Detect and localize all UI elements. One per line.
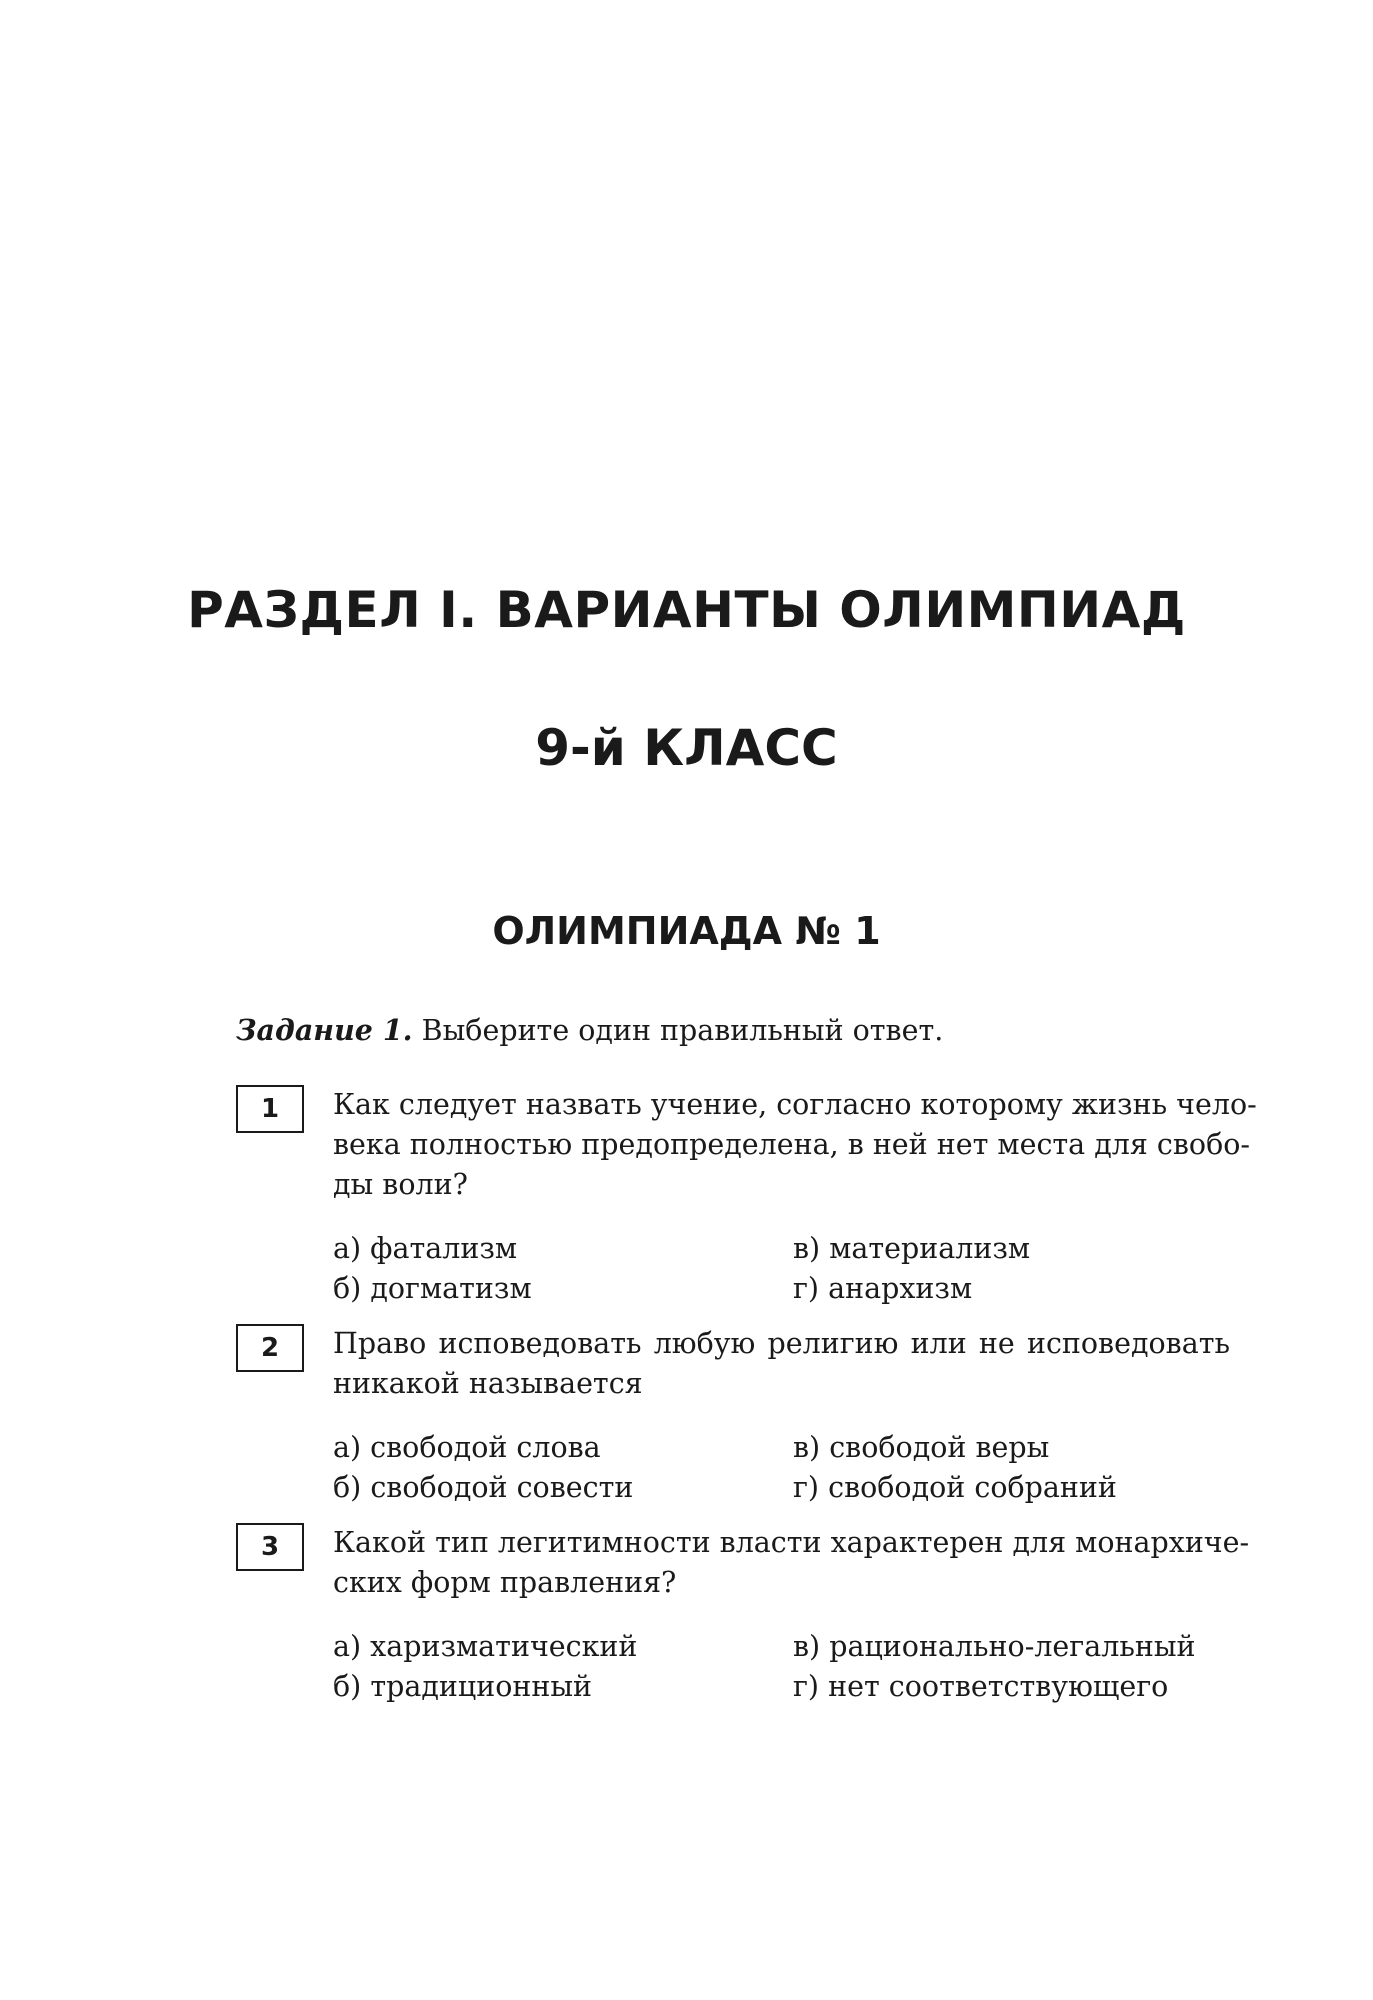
answer-option-a: а) свободой слова (333, 1431, 601, 1464)
section-title: РАЗДЕЛ I. ВАРИАНТЫ ОЛИМПИАД (187, 581, 1186, 639)
question-line: ских форм правления? (333, 1566, 677, 1599)
answer-option-v: в) материализм (793, 1232, 1031, 1265)
answer-option-v: в) свободой веры (793, 1431, 1050, 1464)
answer-row (333, 1269, 1230, 1309)
answer-row (333, 1468, 1230, 1508)
answer-row (333, 1428, 1230, 1468)
answer-option-a: а) харизматический (333, 1630, 638, 1663)
question-number-box: 2 (236, 1324, 304, 1372)
question-number-box: 3 (236, 1523, 304, 1571)
question-text (333, 1085, 1257, 1205)
olympiad-title: ОЛИМПИАДА № 1 (492, 909, 881, 953)
question-text (333, 1324, 1230, 1404)
answer-option-b: б) свободой совести (333, 1471, 634, 1504)
task-label: Задание 1. (236, 1013, 413, 1047)
question-text (333, 1523, 1250, 1603)
answer-row (333, 1667, 1230, 1707)
question-line: Как следует назвать учение, согласно которому жизнь чело- (333, 1088, 1257, 1121)
task-text: Выберите один правильный ответ. (412, 1014, 944, 1047)
answer-option-b: б) традиционный (333, 1670, 593, 1703)
task-instruction (236, 1010, 943, 1051)
answer-options (333, 1229, 1230, 1309)
answer-option-a: а) фатализм (333, 1232, 518, 1265)
grade-title: 9-й КЛАСС (535, 719, 838, 777)
question-line: Право исповедовать любую религию или не исповедовать (333, 1327, 1230, 1360)
question-line: века полностью предопределена, в ней нет места для свобо- (333, 1128, 1251, 1161)
answer-options (333, 1627, 1230, 1707)
answer-option-v: в) рационально-легальный (793, 1630, 1196, 1663)
answer-option-g: г) свободой собраний (793, 1471, 1117, 1504)
answer-options (333, 1428, 1230, 1508)
answer-option-g: г) нет соответствующего (793, 1670, 1169, 1703)
answer-option-b: б) догматизм (333, 1272, 532, 1305)
question-line: ды воли? (333, 1168, 468, 1201)
answer-row (333, 1627, 1230, 1667)
question-line: никакой называется (333, 1367, 643, 1400)
question-line: Какой тип легитимности власти характерен для монархиче- (333, 1526, 1250, 1559)
question-number-box: 1 (236, 1085, 304, 1133)
answer-option-g: г) анархизм (793, 1272, 973, 1305)
answer-row (333, 1229, 1230, 1269)
